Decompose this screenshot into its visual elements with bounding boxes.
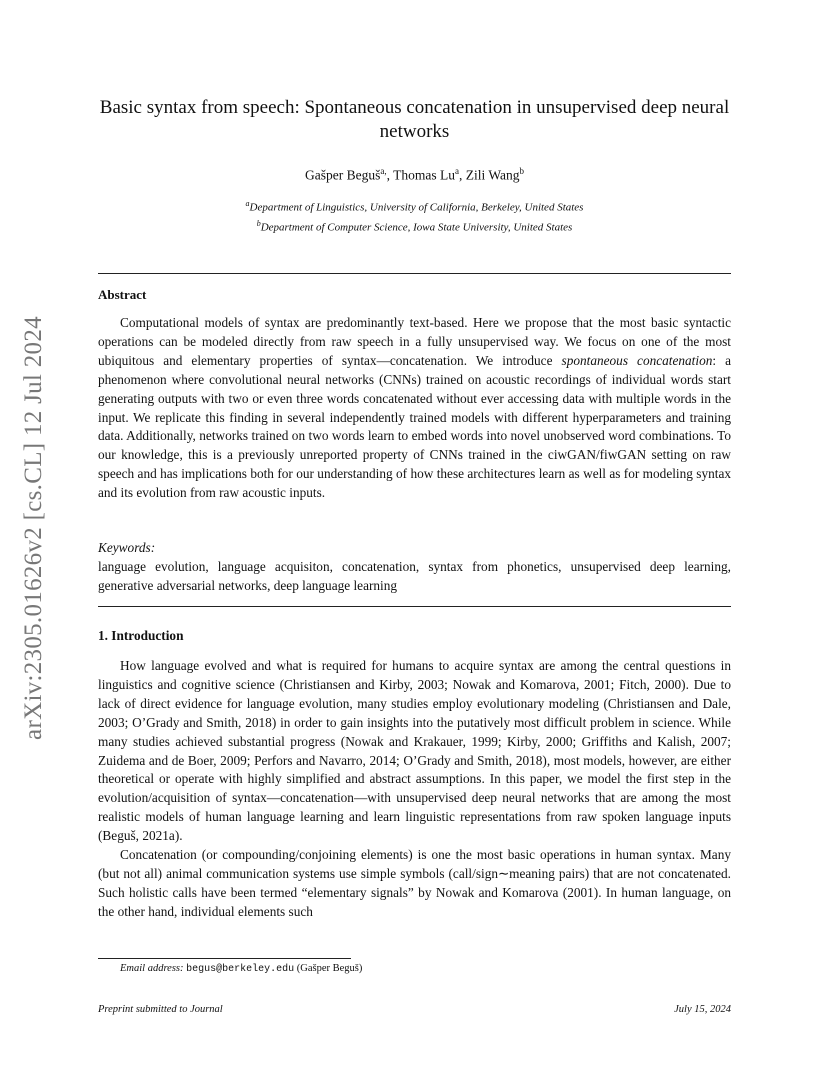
abstract-paragraph xyxy=(98,314,731,503)
arxiv-identifier xyxy=(16,298,52,758)
introduction-paragraph: How language evolved and what is required for humans to acquire syntax are among the central questions in linguistics and cognitive science (Christiansen and Kirby, 2003; Nowak and Komarova, 2001; Fitch, 2000). Due to lack of direct evidence for language evolution, many studies employ evolutionary modeling (Christiansen and Dale, 2003; O’Grady and Smith, 2018) in order to gain insights into the putatively most difficult problem in science. While many studies achieved substantial progress (Nowak and Krakauer, 1999; Kirby, 2000; Griffiths and Kalish, 2007; Zuidema and de Boer, 2009; Perfors and Navarro, 2014; O’Grady and Smith, 2018), most models, however, are either theoretical or operate with highly simplified and abstract assumptions. In this paper, we model the first step in the evolution/acquisition of syntax—concatenation—with unsupervised deep neural networks that are among the most realistic models of human language learning and learn linguistic representations from raw spoken language inputs (Beguš, 2021a). xyxy=(98,658,731,844)
abstract-term: spontaneous concatenation xyxy=(561,352,713,368)
affiliation-mark: b xyxy=(256,218,261,228)
author-list: Gašper Beguš$^{a,}$, Thomas Lu$^a$, Zili Wang$^b$ xyxy=(304,166,525,183)
affiliation-text: Department of Linguistics, University of California, Berkeley, United States xyxy=(249,201,584,214)
footer-left: Preprint submitted to Journal xyxy=(98,1004,223,1015)
footnote-rule xyxy=(98,958,351,959)
affiliation-text: Department of Computer Science, Iowa State University, United States xyxy=(260,221,573,234)
footnote-author: (Gašper Beguš) xyxy=(296,963,363,974)
author-affiliation-mark: a xyxy=(454,166,459,176)
author-affiliation-mark: b xyxy=(519,166,525,176)
arxiv-identifier-text: arXiv:2305.01626v2 [cs.CL] 12 Jul 2024 xyxy=(20,316,47,740)
abstract-text: : a phenomenon where convolutional neural networks (CNNs) trained on acoustic recordings of individual words start generating outputs with two or even three words concatenated without ever accessing data with multiple words in the input. We replicate this finding in several independently trained models with different hyperparameters and training data. Additionally, networks trained on two words learn to embed words into novel unobserved word combinations. To our knowledge, this is a previously unreported property of CNNs trained in the ciwGAN/fiwGAN setting on raw speech and has implications both for our understanding of how these architectures learn as well as for modeling syntax and its evolution from raw acoustic inputs. xyxy=(98,352,732,501)
keywords-list xyxy=(98,558,731,596)
keywords-text: language evolution, language acquisiton, concatenation, syntax from phonetics, unsupervised deep learning, generative adversarial networks, deep language learning xyxy=(98,559,731,593)
page-footer xyxy=(98,1004,731,1015)
keywords-heading: Keywords: xyxy=(98,540,156,555)
footnote-label: Email address: xyxy=(120,963,184,974)
footer-date: July 15, 2024 xyxy=(674,1004,731,1015)
affiliation-mark: a xyxy=(245,199,250,208)
affiliations xyxy=(98,196,731,235)
author-name: Gašper Beguš xyxy=(304,167,381,183)
author-name: Zili Wang xyxy=(465,167,520,183)
abstract-body xyxy=(98,314,731,503)
abstract-heading: Abstract xyxy=(98,287,147,302)
footnote xyxy=(98,963,731,975)
affiliation-line xyxy=(98,216,731,236)
author-name: Thomas Lu xyxy=(393,167,455,183)
introduction-paragraph: Concatenation (or compounding/conjoining elements) is one the most basic operations in human syntax. Many (but not all) animal communication systems use simple symbols (call/sign∼meaning pairs) that are not concatenated. Such holistic calls have been termed “elementary signals” by Nowak and Komarova (2001). In human language, on the other hand, individual elements such xyxy=(98,847,731,919)
introduction-body xyxy=(98,657,731,922)
email-link[interactable]: begus@berkeley.edu xyxy=(186,964,295,975)
abstract-text: Computational models of syntax are predominantly text-based. Here we propose that the most basic syntactic operations can be modeled directly from raw speech in a fully unsupervised way. We focus on one of the most ubiquitous and elementary properties of syntax—concatenation. We introduce xyxy=(98,315,731,368)
paper-title: Basic syntax from speech: Spontaneous concatenation in unsupervised deep neural networks xyxy=(99,97,730,142)
abstract-bottom-rule xyxy=(98,606,731,607)
section-heading: 1. Introduction xyxy=(98,628,184,643)
abstract-top-rule xyxy=(98,273,731,274)
author-affiliation-mark: a, xyxy=(380,166,387,176)
affiliation-line xyxy=(98,196,731,216)
